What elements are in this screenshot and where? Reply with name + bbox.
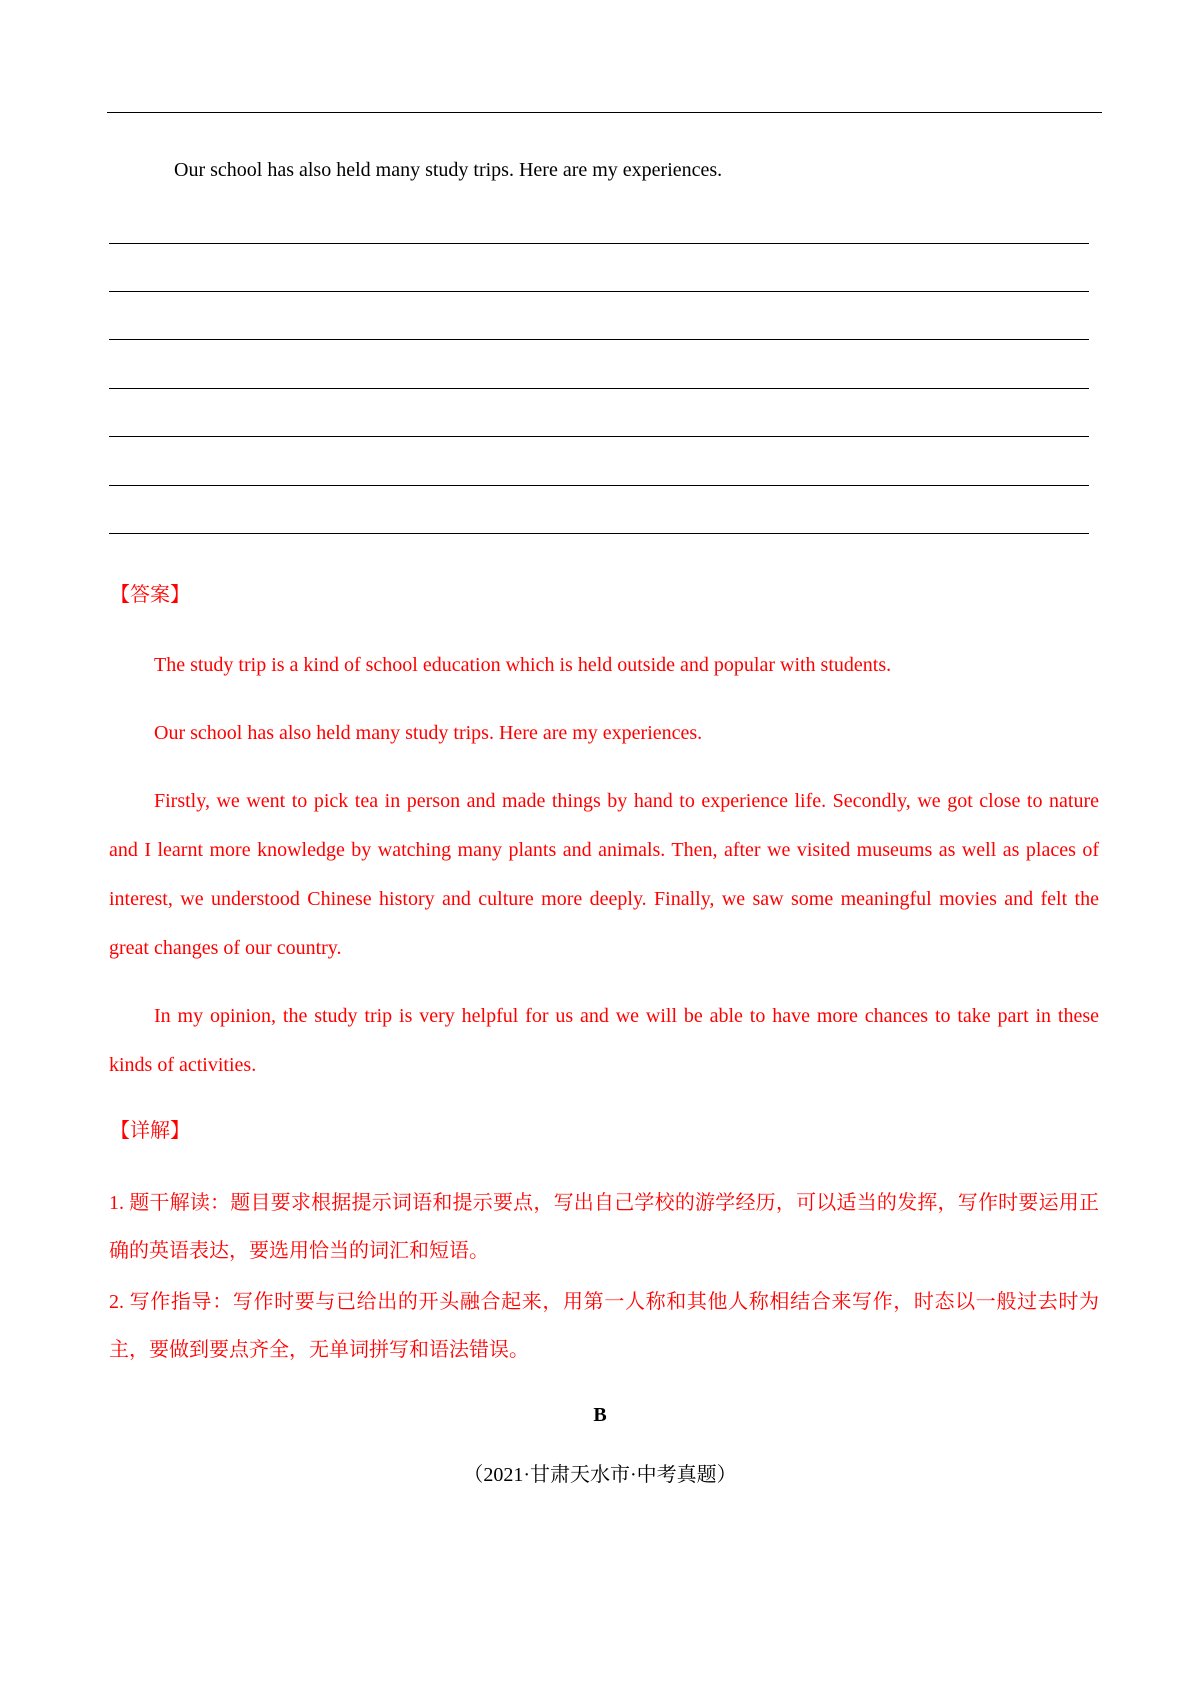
answer-label: 【答案】 [110,584,190,606]
detail-label: 【详解】 [110,1120,190,1142]
answer-blank-line[interactable] [109,533,1089,534]
prompt-sentence: Our school has also held many study trips. Here are my experiences. [174,159,723,181]
detail-point-1: 1. 题干解读：题目要求根据提示词语和提示要点，写出自己学校的游学经历，可以适当的发挥，写作时要运用正确的英语表达，要选用恰当的词汇和短语。 [109,1192,1099,1262]
answer-blank-line[interactable] [109,485,1089,486]
top-divider [107,112,1102,113]
answer-blank-line[interactable] [109,339,1089,340]
answer-blank-line[interactable] [109,291,1089,292]
detail-explanation [109,1179,1099,1377]
answer-paragraph-1: The study trip is a kind of school education which is held outside and popular with students. [154,654,892,676]
answer-paragraph-2: Our school has also held many study trips. Here are my experiences. [154,722,703,744]
section-heading-b: B [593,1404,607,1426]
detail-point-2: 2. 写作指导：写作时要与已给出的开头融合起来，用第一人称和其他人称相结合来写作，时态以一般过去时为主，要做到要点齐全，无单词拼写和语法错误。 [109,1291,1099,1361]
answer-paragraph-3: Firstly, we went to pick tea in person and made things by hand to experience life. Secondly, we got close to nature and I learnt more knowledge by watching many plants and animals. Then, after we visited museums as well as places of interest, we understood Chinese history and culture more deeply. Finally, we saw some meaningful movies and felt the great changes of our country. [109,790,1099,959]
answer-paragraph-4: In my opinion, the study trip is very helpful for us and we will be able to have more chances to take part in these kinds of activities. [109,1005,1099,1076]
answer-essay [109,641,1099,1090]
question-source: （2021·甘肃天水市·中考真题） [463,1464,737,1486]
answer-blank-line[interactable] [109,388,1089,389]
answer-blank-line[interactable] [109,243,1089,244]
answer-blank-line[interactable] [109,436,1089,437]
